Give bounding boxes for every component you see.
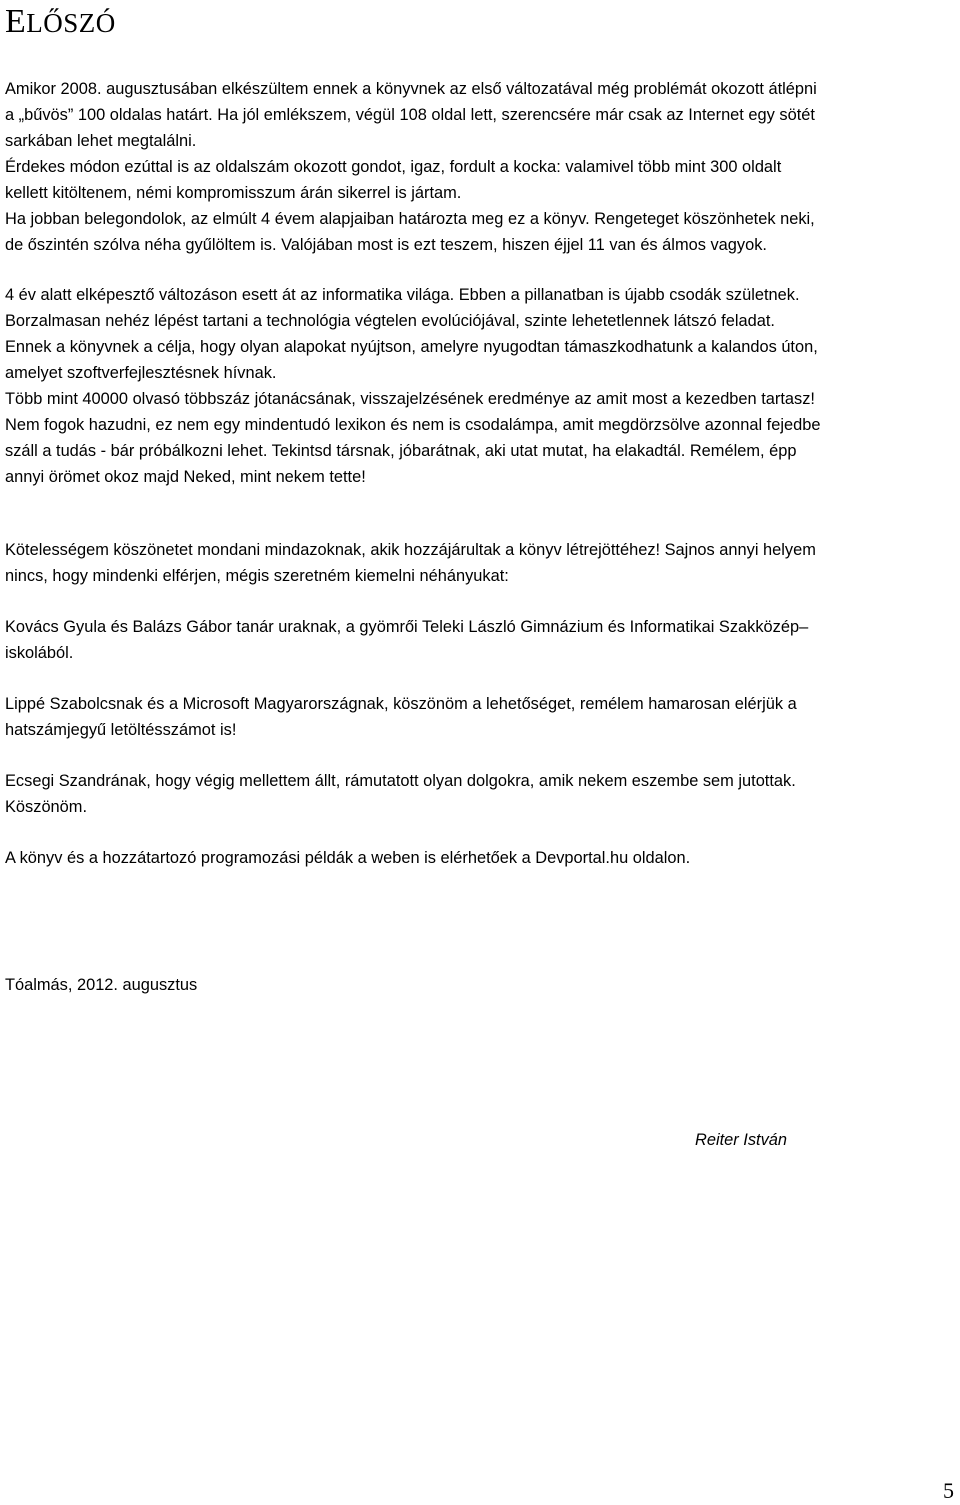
text-line: iskolából. xyxy=(5,644,74,662)
author-signature: Reiter István xyxy=(695,1131,788,1149)
text-line: száll a tudás - bár próbálkozni lehet. Tekintsd társnak, jóbarátnak, aki utat mutat, ha elakadtál. Remélem, épp xyxy=(5,442,797,460)
text-line: nincs, hogy mindenki elférjen, mégis szeretném kiemelni néhányukat: xyxy=(5,567,509,585)
place-date xyxy=(5,972,405,998)
paragraph-reflection xyxy=(5,206,955,258)
paragraph-book-goal xyxy=(5,334,955,386)
text-line: Köszönöm. xyxy=(5,798,87,816)
title-rest: LŐSZÓ xyxy=(26,8,116,38)
paragraph-first-version xyxy=(5,76,955,154)
text-line: 4 év alatt elképesztő változáson esett át az informatika világa. Ebben a pillanatban is újabb csodák születnek. xyxy=(5,286,800,304)
paragraph-informatics-change xyxy=(5,282,955,334)
paragraph-teachers xyxy=(5,614,955,666)
paragraph-microsoft xyxy=(5,691,955,743)
paragraph-devportal xyxy=(5,845,955,871)
title-initial: E xyxy=(5,3,27,40)
text-line: amelyet szoftverfejlesztésnek hívnak. xyxy=(5,364,277,382)
text-line: Tóalmás, 2012. augusztus xyxy=(5,976,198,994)
page-number: 5 xyxy=(943,1478,954,1503)
text-line: de őszintén szólva néha gyűlöltem is. Valójában most is ezt teszem, hiszen éjjel 11 van és álmos vagyok. xyxy=(5,236,767,254)
text-line: a „bűvös” 100 oldalas határt. Ha jól emlékszem, végül 108 oldal lett, szerencsére már csak az Internet egy sötét xyxy=(5,106,815,124)
text-line: Ecsegi Szandrának, hogy végig mellettem állt, rámutatott olyan dolgokra, amik nekem eszembe sem jutottak. xyxy=(5,772,796,790)
paragraph-readers xyxy=(5,386,955,490)
text-line: kellett kitöltenem, némi kompromisszum árán sikerrel is jártam. xyxy=(5,184,462,202)
text-line: Borzalmasan nehéz lépést tartani a technológia végtelen evolúciójával, szinte lehetetlennek látszó feladat. xyxy=(5,312,775,330)
text-line: Lippé Szabolcsnak és a Microsoft Magyarországnak, köszönöm a lehetőséget, remélem hamarosan elérjük a xyxy=(5,695,797,713)
paragraph-ecsegi xyxy=(5,768,955,820)
text-line: Ennek a könyvnek a célja, hogy olyan alapokat nyújtson, amelyre nyugodtan támaszkodhatunk a kalandos úton, xyxy=(5,338,818,356)
text-line: Több mint 40000 olvasó többszáz jótanácsának, visszajelzésének eredménye az amit most a kezedben tartasz! xyxy=(5,390,815,408)
text-line: Kötelességem köszönetet mondani mindazoknak, akik hozzájárultak a könyv létrejöttéhez! Sajnos annyi helyem xyxy=(5,541,816,559)
text-line: Nem fogok hazudni, ez nem egy mindentudó lexikon és nem is csodalámpa, amit megdörzsölve azonnal fejedbe xyxy=(5,416,821,434)
text-line: Érdekes módon ezúttal is az oldalszám okozott gondot, igaz, fordult a kocka: valamivel több mint 300 oldalt xyxy=(5,158,782,176)
text-line: hatszámjegyű letöltésszámot is! xyxy=(5,721,237,739)
page-title xyxy=(5,2,116,43)
text-line: Kovács Gyula és Balázs Gábor tanár uraknak, a gyömrői Teleki László Gimnázium és Informatikai Szakközép– xyxy=(5,618,809,636)
text-line: Ha jobban belegondolok, az elmúlt 4 évem alapjaiban határozta meg ez a könyv. Rengeteget köszönhetek neki, xyxy=(5,210,815,228)
text-line: annyi örömet okoz majd Neked, mint nekem tette! xyxy=(5,468,366,486)
paragraph-acknowledgements xyxy=(5,537,955,589)
text-line: Amikor 2008. augusztusában elkészültem ennek a könyvnek az első változatával még problémát okozott átlépni xyxy=(5,80,817,98)
text-line: A könyv és a hozzátartozó programozási példák a weben is elérhetőek a Devportal.hu oldalon. xyxy=(5,849,691,867)
text-line: sarkában lehet megtalálni. xyxy=(5,132,197,150)
paragraph-page-count xyxy=(5,154,955,206)
